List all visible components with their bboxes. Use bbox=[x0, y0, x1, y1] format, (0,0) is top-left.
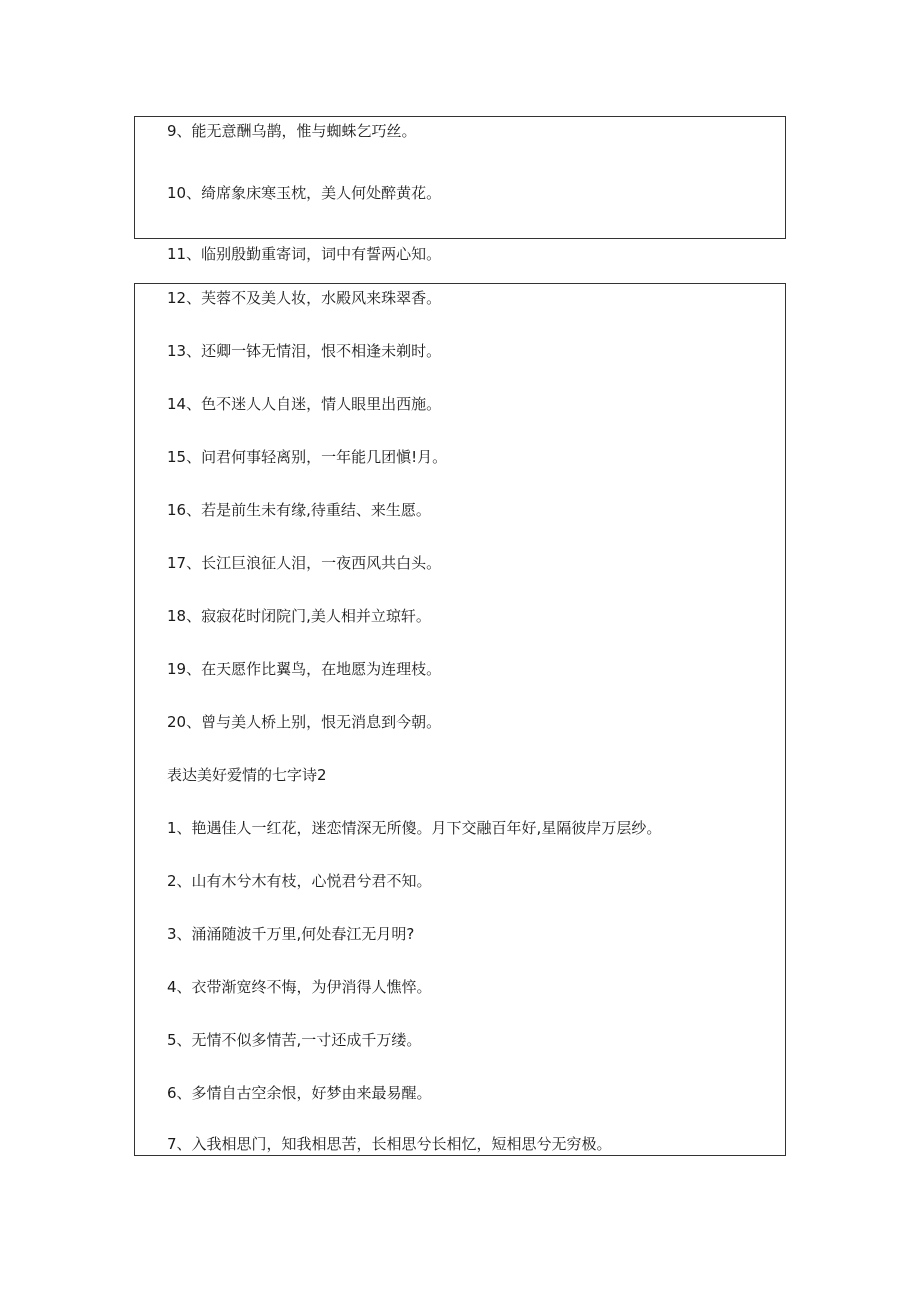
poem-line-20: 20、曾与美人桥上别，恨无消息到今朝。 bbox=[167, 713, 442, 731]
poem-line-18: 18、寂寂花时闭院门,美人相并立琼轩。 bbox=[167, 607, 431, 625]
section-poem-line-1: 1、艳遇佳人一红花，迷恋情深无所傻。月下交融百年好,星隔彼岸万层纱。 bbox=[167, 819, 662, 837]
section-poem-line-6: 6、多情自古空余恨，好梦由来最易醒。 bbox=[167, 1084, 432, 1102]
poem-line-12: 12、芙蓉不及美人妆，水殿风来珠翠香。 bbox=[167, 289, 442, 307]
section-title: 表达美好爱情的七字诗2 bbox=[167, 766, 327, 784]
section-poem-line-7: 7、入我相思门，知我相思苦，长相思兮长相忆，短相思兮无穷极。 bbox=[167, 1135, 612, 1153]
section-poem-line-5: 5、无情不似多情苦,一寸还成千万缕。 bbox=[167, 1031, 422, 1049]
poem-line-17: 17、长江巨浪征人泪，一夜西风共白头。 bbox=[167, 554, 442, 572]
poem-line-9: 9、能无意酬乌鹊，惟与蜘蛛乞巧丝。 bbox=[167, 122, 417, 140]
poem-line-13: 13、还卿一钵无情泪，恨不相逢未剃时。 bbox=[167, 342, 442, 360]
poem-line-11: 11、临别殷勤重寄词，词中有誓两心知。 bbox=[167, 245, 442, 263]
section-poem-line-2: 2、山有木兮木有枝，心悦君兮君不知。 bbox=[167, 872, 432, 890]
poem-line-16: 16、若是前生未有缘,待重结、来生愿。 bbox=[167, 501, 431, 519]
section-poem-line-4: 4、衣带渐宽终不悔，为伊消得人憔悴。 bbox=[167, 978, 432, 996]
poem-line-14: 14、色不迷人人自迷，情人眼里出西施。 bbox=[167, 395, 442, 413]
section-poem-line-3: 3、涌涌随波千万里,何处春江无月明? bbox=[167, 925, 415, 943]
poem-line-19: 19、在天愿作比翼鸟，在地愿为连理枝。 bbox=[167, 660, 442, 678]
poem-line-10: 10、绮席象床寒玉枕，美人何处醉黄花。 bbox=[167, 184, 442, 202]
poem-line-15: 15、问君何事轻离别，一年能几团愼!月。 bbox=[167, 448, 448, 466]
